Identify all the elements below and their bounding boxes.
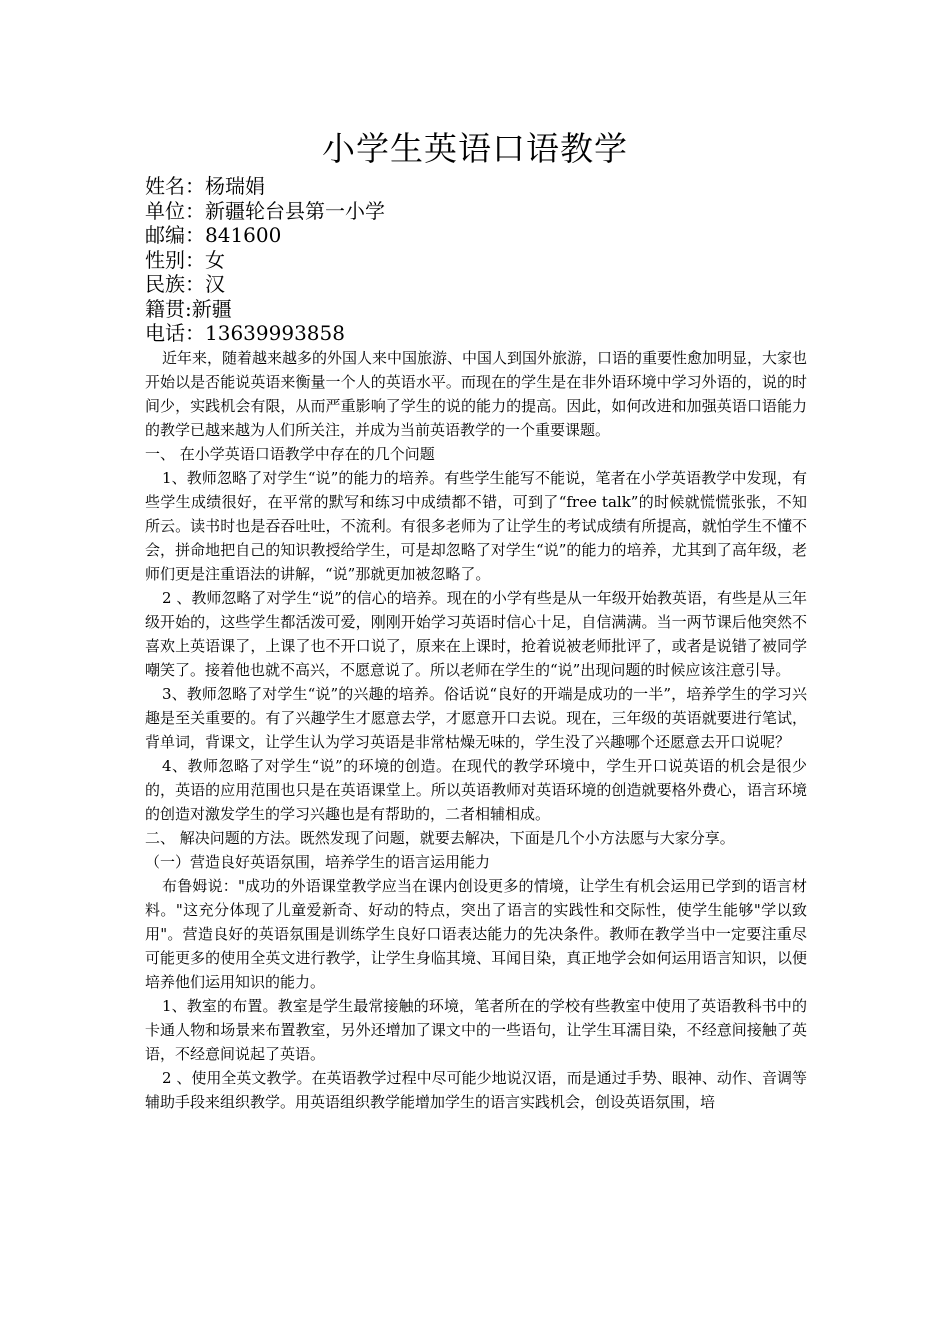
paragraph-7: 2 、使用全英文教学。在英语教学过程中尽可能少地说汉语，而是通过手势、眼神、动作、音调等辅助手段来组织教学。用英语组织教学能增加学生的语言实践机会，创设英语氛围，培 (145, 1069, 807, 1111)
author-info (145, 174, 825, 346)
subsection-heading-1: （一）营造良好英语氛围，培养学生的语言运用能力 (145, 853, 491, 871)
paragraph-1: 1、教师忽略了对学生“说”的能力的培养。有些学生能写不能说，笔者在小学英语教学中发现，有些学生成绩很好，在平常的默写和练习中成绩都不错，可到了“free talk”的时候就慌慌张张，不知所云。读书时也是吞吞吐吐，不流利。有很多老师为了让学生的考试成绩有所提高，就怕学生不懂不会，拼命地把自己的知识教授给学生，可是却忽略了对学生“说”的能力的培养，尤其到了高年级，老师们更是注重语法的讲解，“说”那就更加被忽略了。 (145, 469, 807, 583)
paragraph-4: 4、教师忽略了对学生“说”的环境的创造。在现代的教学环境中，学生开口说英语的机会是很少的，英语的应用范围也只是在英语课堂上。所以英语教师对英语环境的创造就要格外费心，语言环境的创造对激发学生的学习兴趣也是有帮助的，二者相辅相成。 (145, 757, 807, 823)
paragraph-2: 2 、教师忽略了对学生“说”的信心的培养。现在的小学有些是从一年级开始教英语，有些是从三年级开始的，这些学生都活泼可爱，刚刚开始学习英语时信心十足，自信满满。当一两节课后他突然不喜欢上英语课了，上课了也不开口说了，原来在上课时，抢着说被老师批评了，或者是说错了被同学嘲笑了。接着他也就不高兴，不愿意说了。所以老师在学生的“说”出现问题的时候应该注意引导。 (145, 589, 807, 679)
author-ethnicity: 民族：汉 (145, 272, 225, 296)
intro-paragraph: 近年来，随着越来越多的外国人来中国旅游、中国人到国外旅游，口语的重要性愈加明显，大家也开始以是否能说英语来衡量一个人的英语水平。而现在的学生是在非外语环境中学习外语的，说的时间少，实践机会有限，从而严重影响了学生的说的能力的提高。因此，如何改进和加强英语口语能力的教学已越来越为人们所关注，并成为当前英语教学的一个重要课题。 (145, 349, 808, 439)
paragraph-6: 1、教室的布置。教室是学生最常接触的环境，笔者所在的学校有些教室中使用了英语教科书中的卡通人物和场景来布置教室，另外还增加了课文中的一些语句，让学生耳濡目染，不经意间接触了英语，不经意间说起了英语。 (145, 997, 807, 1063)
author-name: 姓名：杨瑞娟 (145, 174, 265, 198)
section-heading-1: 一、 在小学英语口语教学中存在的几个问题 (145, 445, 435, 463)
document-title: 小学生英语口语教学 (322, 129, 628, 168)
paragraph-5: 布鲁姆说："成功的外语课堂教学应当在课内创设更多的情境，让学生有机会运用已学到的语言材料。"这充分体现了儿童爱新奇、好动的特点，突出了语言的实践性和交际性，使学生能够"学以致用"。营造良好的英语氛围是训练学生良好口语表达能力的先决条件。教师在教学当中一定要注重尽可能更多的使用全英文进行教学，让学生身临其境、耳闻目染，真正地学会如何运用语言知识，以便培养他们运用知识的能力。 (145, 877, 807, 991)
author-hometown: 籍贯:新疆 (145, 296, 232, 321)
section-heading-2: 二、 解决问题的方法。既然发现了问题，就要去解决，下面是几个小方法愿与大家分享。 (145, 829, 735, 847)
document-body (145, 346, 807, 1114)
author-gender: 性别：女 (145, 247, 225, 272)
author-postcode: 邮编：841600 (145, 223, 282, 247)
paragraph-3: 3、教师忽略了对学生“说”的兴趣的培养。俗话说“良好的开端是成功的一半”，培养学生的学习兴趣是至关重要的。有了兴趣学生才愿意去学，才愿意开口去说。现在，三年级的英语就要进行笔试，背单词，背课文，让学生认为学习英语是非常枯燥无味的，学生没了兴趣哪个还愿意去开口说呢？ (145, 685, 807, 751)
author-unit: 单位：新疆轮台县第一小学 (145, 198, 385, 223)
author-phone: 电话：13639993858 (145, 321, 345, 345)
